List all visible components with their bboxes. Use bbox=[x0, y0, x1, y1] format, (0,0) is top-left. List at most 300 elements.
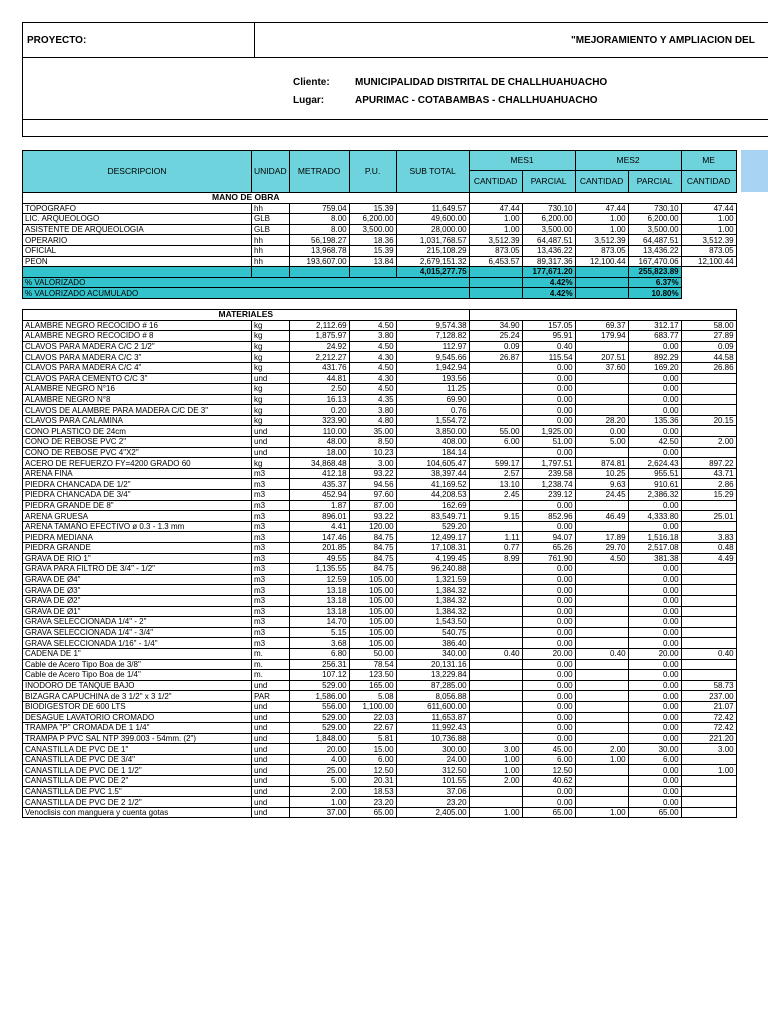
row-value: 89,317.36 bbox=[522, 256, 575, 267]
row-value: 3,512.39 bbox=[575, 235, 628, 246]
row-value: 873.05 bbox=[681, 245, 736, 256]
row-value: 408.00 bbox=[396, 437, 469, 448]
row-value: 26.87 bbox=[469, 352, 522, 363]
row-value: 72.42 bbox=[681, 712, 736, 723]
col-mes1: MES1 bbox=[469, 151, 575, 171]
row-value: 110.00 bbox=[289, 426, 349, 437]
row-value bbox=[469, 500, 522, 511]
row-value: 13,436.22 bbox=[522, 245, 575, 256]
row-value: 6,200.00 bbox=[522, 214, 575, 225]
row-value: 93.22 bbox=[349, 511, 396, 522]
row-value: 20.00 bbox=[522, 648, 575, 659]
row-descripcion: CLAVOS PARA MADERA C/C 2 1/2" bbox=[23, 341, 252, 352]
row-unidad: m3 bbox=[252, 511, 290, 522]
section-title: MATERIALES bbox=[23, 309, 470, 320]
row-value: 13.18 bbox=[289, 595, 349, 606]
table-row bbox=[23, 765, 737, 776]
row-unidad: PAR bbox=[252, 691, 290, 702]
divider bbox=[23, 119, 768, 120]
row-descripcion: ACERO DE REFUERZO FY=4200 GRADO 60 bbox=[23, 458, 252, 469]
row-value: 0.00 bbox=[522, 595, 575, 606]
row-value: 105.00 bbox=[349, 617, 396, 628]
row-value: 3.00 bbox=[349, 458, 396, 469]
row-unidad: kg bbox=[252, 384, 290, 395]
row-value bbox=[575, 373, 628, 384]
row-value: 1.00 bbox=[575, 754, 628, 765]
row-value: 540.75 bbox=[396, 627, 469, 638]
section-title: MANO DE OBRA bbox=[23, 193, 470, 204]
row-value: 0.00 bbox=[628, 680, 681, 691]
row-value: 123.50 bbox=[349, 670, 396, 681]
row-value bbox=[575, 595, 628, 606]
row-value: 37.00 bbox=[289, 807, 349, 818]
total-subtotal: 4,015,277.75 bbox=[396, 267, 469, 278]
row-value bbox=[681, 807, 736, 818]
row-value: 8,056.88 bbox=[396, 691, 469, 702]
row-value: 683.77 bbox=[628, 331, 681, 342]
row-value: 3,500.00 bbox=[349, 224, 396, 235]
row-value bbox=[575, 638, 628, 649]
row-value: 58.73 bbox=[681, 680, 736, 691]
row-value: 0.48 bbox=[681, 543, 736, 554]
row-value: 0.00 bbox=[522, 670, 575, 681]
row-value bbox=[681, 638, 736, 649]
row-descripcion: Cable de Acero Tipo Boa de 1/4" bbox=[23, 670, 252, 681]
row-unidad: und bbox=[252, 733, 290, 744]
row-value: 529.00 bbox=[289, 723, 349, 734]
col-subtotal: SUB TOTAL bbox=[396, 151, 469, 193]
row-value: 0.76 bbox=[396, 405, 469, 416]
row-value: 2.00 bbox=[289, 786, 349, 797]
row-unidad: m3 bbox=[252, 574, 290, 585]
row-value bbox=[681, 564, 736, 575]
row-value: 162.69 bbox=[396, 500, 469, 511]
row-value: 8.99 bbox=[469, 553, 522, 564]
row-value bbox=[469, 659, 522, 670]
row-value: 1,925.00 bbox=[522, 426, 575, 437]
table-row bbox=[23, 447, 737, 458]
row-value: 5.00 bbox=[575, 437, 628, 448]
row-unidad: m. bbox=[252, 648, 290, 659]
row-value: 1,384.32 bbox=[396, 585, 469, 596]
row-descripcion: BIODIGESTOR DE 600 LTS bbox=[23, 701, 252, 712]
row-value: 21.07 bbox=[681, 701, 736, 712]
row-value: 201.85 bbox=[289, 543, 349, 554]
row-value: 3.80 bbox=[349, 331, 396, 342]
row-value bbox=[469, 627, 522, 638]
row-value: 381.38 bbox=[628, 553, 681, 564]
row-value: 0.00 bbox=[628, 521, 681, 532]
row-value: 20,131.16 bbox=[396, 659, 469, 670]
row-descripcion: ALAMBRE NEGRO N°16 bbox=[23, 384, 252, 395]
row-descripcion: PIEDRA GRANDE bbox=[23, 543, 252, 554]
row-value: 18.36 bbox=[349, 235, 396, 246]
row-descripcion: CLAVOS PARA MADERA C/C 3" bbox=[23, 352, 252, 363]
table-row bbox=[23, 245, 737, 256]
table-row bbox=[23, 341, 737, 352]
row-value: 0.00 bbox=[628, 638, 681, 649]
row-value: 1,384.32 bbox=[396, 595, 469, 606]
row-value: 0.00 bbox=[522, 564, 575, 575]
row-value: 12,499.17 bbox=[396, 532, 469, 543]
acumulado-mes2: 10.80% bbox=[628, 288, 681, 299]
row-value: 9.63 bbox=[575, 479, 628, 490]
row-value bbox=[469, 691, 522, 702]
row-value: 22.03 bbox=[349, 712, 396, 723]
row-value: 1.00 bbox=[469, 214, 522, 225]
row-value: 0.00 bbox=[522, 659, 575, 670]
row-value: 2.86 bbox=[681, 479, 736, 490]
row-value: 556.00 bbox=[289, 701, 349, 712]
row-descripcion: GRAVA DE RIO 1" bbox=[23, 553, 252, 564]
row-value: 3,850.00 bbox=[396, 426, 469, 437]
table-row bbox=[23, 543, 737, 554]
row-descripcion: CANASTILLA DE PVC DE 2" bbox=[23, 776, 252, 787]
row-value: 12,100.44 bbox=[681, 256, 736, 267]
row-value: 64,487.51 bbox=[522, 235, 575, 246]
row-value: 193,607.00 bbox=[289, 256, 349, 267]
row-value: 0.00 bbox=[522, 405, 575, 416]
row-value: 4.41 bbox=[289, 521, 349, 532]
row-value: 0.00 bbox=[628, 574, 681, 585]
row-descripcion: INODORO DE TANQUE BAJO bbox=[23, 680, 252, 691]
row-value: 105.00 bbox=[349, 585, 396, 596]
acumulado-label: % VALORIZADO ACUMULADO bbox=[23, 288, 470, 299]
row-value: 107.12 bbox=[289, 670, 349, 681]
row-value: 4.50 bbox=[575, 553, 628, 564]
row-value bbox=[469, 447, 522, 458]
row-value: 0.00 bbox=[522, 585, 575, 596]
row-descripcion: ARENA TAMAÑO EFECTIVO ø 0.3 - 1.3 mm bbox=[23, 521, 252, 532]
row-value: 1,797.51 bbox=[522, 458, 575, 469]
valorizado-mes1: 4.42% bbox=[522, 277, 575, 288]
row-value bbox=[681, 627, 736, 638]
row-value: 56,198.27 bbox=[289, 235, 349, 246]
row-value: 1,875.97 bbox=[289, 331, 349, 342]
table-row bbox=[23, 331, 737, 342]
row-value: 0.20 bbox=[289, 405, 349, 416]
row-value: 0.00 bbox=[628, 606, 681, 617]
row-value bbox=[681, 595, 736, 606]
row-descripcion: PIEDRA CHANCADA DE 1/2" bbox=[23, 479, 252, 490]
budget-table bbox=[22, 150, 737, 818]
row-value: 300.00 bbox=[396, 744, 469, 755]
table-row bbox=[23, 670, 737, 681]
table-row bbox=[23, 458, 737, 469]
row-value: 22.67 bbox=[349, 723, 396, 734]
row-value: 6,453.57 bbox=[469, 256, 522, 267]
row-descripcion: CONO PLASTICO DE 24cm bbox=[23, 426, 252, 437]
row-value: 167,470.06 bbox=[628, 256, 681, 267]
row-value: 13,436.22 bbox=[628, 245, 681, 256]
col-metrado: METRADO bbox=[289, 151, 349, 193]
row-unidad: und bbox=[252, 807, 290, 818]
row-value bbox=[681, 521, 736, 532]
table-row bbox=[23, 490, 737, 501]
row-value: 4,199.45 bbox=[396, 553, 469, 564]
row-value bbox=[469, 617, 522, 628]
row-value: 112.97 bbox=[396, 341, 469, 352]
row-value: 2,386.32 bbox=[628, 490, 681, 501]
row-value: 2.00 bbox=[681, 437, 736, 448]
row-unidad: m3 bbox=[252, 500, 290, 511]
table-row bbox=[23, 532, 737, 543]
row-value: 1.00 bbox=[681, 214, 736, 225]
row-value: 730.10 bbox=[522, 203, 575, 214]
row-unidad: m3 bbox=[252, 553, 290, 564]
row-value: 45.00 bbox=[522, 744, 575, 755]
row-value bbox=[681, 754, 736, 765]
row-value: 759.04 bbox=[289, 203, 349, 214]
row-value: 97.60 bbox=[349, 490, 396, 501]
row-value: 0.00 bbox=[522, 415, 575, 426]
row-unidad: und bbox=[252, 723, 290, 734]
row-value: 72.42 bbox=[681, 723, 736, 734]
row-value: 0.00 bbox=[522, 691, 575, 702]
row-value: 115.54 bbox=[522, 352, 575, 363]
table-row bbox=[23, 691, 737, 702]
table-row bbox=[23, 373, 737, 384]
table-row bbox=[23, 553, 737, 564]
row-value: 147.46 bbox=[289, 532, 349, 543]
row-value: 1,516.18 bbox=[628, 532, 681, 543]
table-row bbox=[23, 405, 737, 416]
row-value: 93.22 bbox=[349, 468, 396, 479]
row-value: 4.50 bbox=[349, 341, 396, 352]
row-value: 3.00 bbox=[681, 744, 736, 755]
row-descripcion: PIEDRA GRANDE DE 8" bbox=[23, 500, 252, 511]
row-descripcion: ALAMBRE NEGRO RECOCIDO # 16 bbox=[23, 320, 252, 331]
row-value bbox=[469, 405, 522, 416]
row-descripcion: GRAVA DE Ø1" bbox=[23, 606, 252, 617]
row-descripcion: DESAGUE LAVATORIO CROMADO bbox=[23, 712, 252, 723]
row-unidad: m3 bbox=[252, 585, 290, 596]
table-row bbox=[23, 574, 737, 585]
table-row bbox=[23, 468, 737, 479]
row-value: 529.20 bbox=[396, 521, 469, 532]
table-row bbox=[23, 564, 737, 575]
row-value: 0.00 bbox=[522, 574, 575, 585]
row-value: 179.94 bbox=[575, 331, 628, 342]
row-value: 15.00 bbox=[349, 744, 396, 755]
row-value: 11,653.87 bbox=[396, 712, 469, 723]
row-value: 0.00 bbox=[522, 394, 575, 405]
row-value bbox=[575, 617, 628, 628]
row-descripcion: TRAMPA "P" CROMADA DE 1 1/4" bbox=[23, 723, 252, 734]
row-value: 4,333.80 bbox=[628, 511, 681, 522]
cliente-label: Cliente: bbox=[293, 77, 330, 88]
row-value: 0.40 bbox=[522, 341, 575, 352]
row-value bbox=[469, 595, 522, 606]
row-value: 44,208.53 bbox=[396, 490, 469, 501]
row-value: 0.00 bbox=[522, 701, 575, 712]
row-value: 47.44 bbox=[469, 203, 522, 214]
row-unidad: m3 bbox=[252, 521, 290, 532]
row-unidad: m3 bbox=[252, 627, 290, 638]
row-descripcion: BIZAGRA CAPUCHINA de 3 1/2" x 3 1/2" bbox=[23, 691, 252, 702]
row-value: 10,736.88 bbox=[396, 733, 469, 744]
row-descripcion: CANASTILLA DE PVC DE 2 1/2" bbox=[23, 797, 252, 808]
row-value bbox=[469, 670, 522, 681]
row-value: 55.00 bbox=[469, 426, 522, 437]
row-value: 28.20 bbox=[575, 415, 628, 426]
row-value bbox=[575, 670, 628, 681]
row-value bbox=[575, 680, 628, 691]
lugar-label: Lugar: bbox=[293, 95, 325, 106]
row-descripcion: CANASTILLA DE PVC DE 1" bbox=[23, 744, 252, 755]
table-row bbox=[23, 776, 737, 787]
row-descripcion: OPERARIO bbox=[23, 235, 252, 246]
row-value: 412.18 bbox=[289, 468, 349, 479]
row-descripcion: CANASTILLA DE PVC DE 3/4" bbox=[23, 754, 252, 765]
row-value: 4.00 bbox=[289, 754, 349, 765]
row-value: 4.50 bbox=[349, 320, 396, 331]
row-value: 105.00 bbox=[349, 595, 396, 606]
row-value: 135.36 bbox=[628, 415, 681, 426]
table-row bbox=[23, 712, 737, 723]
table-row bbox=[23, 235, 737, 246]
row-value: 3.80 bbox=[349, 405, 396, 416]
row-value: 64,487.51 bbox=[628, 235, 681, 246]
row-value: 0.00 bbox=[522, 733, 575, 744]
row-value: 340.00 bbox=[396, 648, 469, 659]
row-unidad: GLB bbox=[252, 214, 290, 225]
row-value bbox=[575, 776, 628, 787]
row-descripcion: GRAVA DE Ø2" bbox=[23, 595, 252, 606]
row-value: 18.53 bbox=[349, 786, 396, 797]
col-cantidad: CANTIDAD bbox=[681, 171, 736, 193]
row-descripcion: ARENA GRUESA bbox=[23, 511, 252, 522]
row-value: 1.00 bbox=[681, 224, 736, 235]
acumulado-mes1: 4.42% bbox=[522, 288, 575, 299]
row-value: 23.20 bbox=[349, 797, 396, 808]
row-value: 0.00 bbox=[628, 617, 681, 628]
table-row bbox=[23, 723, 737, 734]
row-value bbox=[681, 786, 736, 797]
row-value: 1,586.00 bbox=[289, 691, 349, 702]
row-value: 9,574.38 bbox=[396, 320, 469, 331]
row-value bbox=[469, 585, 522, 596]
row-value: 0.40 bbox=[575, 648, 628, 659]
table-row bbox=[23, 479, 737, 490]
row-value: 28,000.00 bbox=[396, 224, 469, 235]
table-row bbox=[23, 680, 737, 691]
row-value: 13,968.78 bbox=[289, 245, 349, 256]
row-value bbox=[575, 500, 628, 511]
row-unidad: kg bbox=[252, 331, 290, 342]
row-value: 24.00 bbox=[396, 754, 469, 765]
row-value: 50.00 bbox=[349, 648, 396, 659]
row-value: 11,649.57 bbox=[396, 203, 469, 214]
row-descripcion: CADENA DE 1" bbox=[23, 648, 252, 659]
row-descripcion: TOPOGRAFO bbox=[23, 203, 252, 214]
row-value bbox=[681, 384, 736, 395]
row-value: 6.00 bbox=[522, 754, 575, 765]
table-row bbox=[23, 733, 737, 744]
row-value: 386.40 bbox=[396, 638, 469, 649]
row-value: 13.10 bbox=[469, 479, 522, 490]
row-value: 0.00 bbox=[522, 373, 575, 384]
row-unidad: und bbox=[252, 765, 290, 776]
project-row bbox=[23, 23, 768, 58]
row-unidad: hh bbox=[252, 245, 290, 256]
total-row bbox=[23, 267, 737, 278]
row-value bbox=[469, 384, 522, 395]
row-value: 15.29 bbox=[681, 490, 736, 501]
row-value bbox=[469, 786, 522, 797]
total-mes2: 255,823.89 bbox=[628, 267, 681, 278]
row-value: 0.00 bbox=[628, 723, 681, 734]
row-value bbox=[469, 638, 522, 649]
row-value: 2.00 bbox=[575, 744, 628, 755]
row-value: 43.71 bbox=[681, 468, 736, 479]
row-value: 239.12 bbox=[522, 490, 575, 501]
row-value: 1,384.32 bbox=[396, 606, 469, 617]
col-unidad: UNIDAD bbox=[252, 151, 290, 193]
row-value bbox=[575, 341, 628, 352]
row-unidad: m3 bbox=[252, 543, 290, 554]
col-descripcion: DESCRIPCION bbox=[23, 151, 252, 193]
row-value bbox=[681, 617, 736, 628]
row-unidad: hh bbox=[252, 203, 290, 214]
row-descripcion: CANASTILLA DE PVC DE 1 1/2" bbox=[23, 765, 252, 776]
row-value bbox=[681, 659, 736, 670]
row-value: 0.00 bbox=[522, 638, 575, 649]
row-value bbox=[575, 712, 628, 723]
row-value: 1,135.55 bbox=[289, 564, 349, 575]
row-value: 221.20 bbox=[681, 733, 736, 744]
row-value: 0.00 bbox=[522, 712, 575, 723]
row-unidad: m3 bbox=[252, 468, 290, 479]
row-value: 896.01 bbox=[289, 511, 349, 522]
row-unidad: m. bbox=[252, 670, 290, 681]
row-value bbox=[469, 521, 522, 532]
col-parcial: PARCIAL bbox=[628, 171, 681, 193]
row-unidad: hh bbox=[252, 256, 290, 267]
row-value: 6.00 bbox=[469, 437, 522, 448]
row-value: 873.05 bbox=[469, 245, 522, 256]
table-row bbox=[23, 203, 737, 214]
table-row bbox=[23, 585, 737, 596]
row-value: 84.75 bbox=[349, 553, 396, 564]
row-value: 20.00 bbox=[628, 648, 681, 659]
row-value bbox=[469, 574, 522, 585]
row-value: 215,108.29 bbox=[396, 245, 469, 256]
row-value: 26.86 bbox=[681, 362, 736, 373]
row-descripcion: ALAMBRE NEGRO RECOCIDO # 8 bbox=[23, 331, 252, 342]
row-value: 6,200.00 bbox=[628, 214, 681, 225]
row-value: 27.89 bbox=[681, 331, 736, 342]
row-value: 2,212.27 bbox=[289, 352, 349, 363]
row-unidad: kg bbox=[252, 320, 290, 331]
row-value bbox=[469, 723, 522, 734]
row-descripcion: LIC. ARQUEOLOGO bbox=[23, 214, 252, 225]
row-value: 47.44 bbox=[681, 203, 736, 214]
row-value: 1,543.50 bbox=[396, 617, 469, 628]
row-value bbox=[681, 405, 736, 416]
row-value: 0.00 bbox=[522, 500, 575, 511]
row-value bbox=[681, 574, 736, 585]
row-value: 897.22 bbox=[681, 458, 736, 469]
row-value: 165.00 bbox=[349, 680, 396, 691]
row-value bbox=[575, 384, 628, 395]
row-value: 1.00 bbox=[575, 807, 628, 818]
row-unidad: kg bbox=[252, 405, 290, 416]
row-value bbox=[469, 564, 522, 575]
row-value bbox=[575, 574, 628, 585]
row-value: 2,405.00 bbox=[396, 807, 469, 818]
row-value bbox=[681, 447, 736, 458]
